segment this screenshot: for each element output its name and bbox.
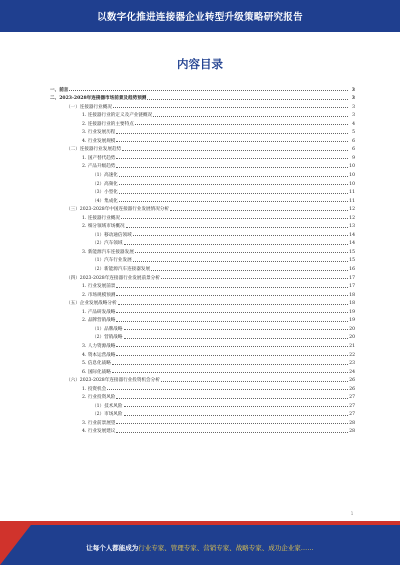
toc-entry[interactable]: [50, 375, 355, 384]
toc-leader-dots: [124, 338, 349, 339]
toc-entry-page: 21: [349, 343, 355, 349]
toc-leader-dots: [121, 218, 348, 219]
toc-leader-dots: [116, 423, 348, 424]
toc-entry-page: 20: [349, 326, 355, 332]
toc-entry[interactable]: [50, 281, 355, 290]
toc-entry-page: 23: [349, 361, 355, 367]
toc-entry-label: 2. 连接器行业的主要特点: [82, 121, 134, 127]
toc-entry-page: 10: [349, 164, 355, 170]
toc-entry-label: 3. 新能源汽车连接器发展: [82, 249, 134, 255]
toc-entry-label: （1）汽车行业发展: [92, 258, 132, 264]
toc-entry-page: 6: [352, 138, 355, 144]
toc-entry-label: 1. 连接器行业概况: [82, 215, 121, 221]
toc-entry-page: 24: [349, 369, 355, 375]
toc-entry-label: （2）新能源汽车连接器发展: [92, 267, 151, 273]
footer-slogan-roles: 行业专家、管理专家、营销专家、战略专家、成功企业家……: [138, 544, 314, 552]
toc-entry-page: 17: [349, 284, 355, 290]
toc-leader-dots: [116, 398, 348, 399]
toc-entry-label: 4. 资本运营战略: [82, 352, 116, 358]
report-header: [0, 0, 400, 32]
toc-leader-dots: [133, 235, 348, 236]
toc-entry[interactable]: [50, 349, 355, 358]
toc-entry[interactable]: [50, 238, 355, 247]
toc-entry-label: （1）高速化: [92, 173, 118, 179]
toc-entry[interactable]: [50, 93, 355, 102]
toc-entry[interactable]: [50, 358, 355, 367]
toc-leader-dots: [124, 415, 349, 416]
toc-entry[interactable]: [50, 135, 355, 144]
toc-leader-dots: [116, 346, 348, 347]
toc-entry-page: 27: [349, 412, 355, 418]
toc-entry-label: 一、前言: [50, 87, 69, 93]
toc-leader-dots: [69, 90, 348, 91]
toc-entry[interactable]: [50, 110, 355, 119]
toc-entry-label: （4）集成化: [92, 198, 118, 204]
toc-entry[interactable]: [50, 178, 355, 187]
toc-entry-label: （五）企业发展战略分析: [66, 301, 117, 307]
table-of-contents: [50, 84, 355, 434]
toc-leader-dots: [161, 278, 348, 279]
toc-entry-label: （四）2023-2028年连接器行业发展前景分析: [66, 275, 160, 281]
toc-entry[interactable]: [50, 229, 355, 238]
toc-entry[interactable]: [50, 204, 355, 213]
toc-entry-label: 4. 行业发展规模: [82, 138, 116, 144]
toc-entry-page: 11: [349, 198, 355, 204]
toc-entry-label: 6. 国际化战略: [82, 369, 111, 375]
toc-entry[interactable]: [50, 195, 355, 204]
toc-leader-dots: [147, 99, 348, 100]
toc-entry[interactable]: [50, 298, 355, 307]
toc-entry[interactable]: [50, 315, 355, 324]
toc-entry-page: 26: [349, 378, 355, 384]
toc-entry-page: 14: [349, 241, 355, 247]
toc-entry-label: 2. 细分领域市场概况: [82, 224, 125, 230]
toc-entry-page: 3: [352, 104, 355, 110]
toc-entry-label: （1）品牌战略: [92, 326, 123, 332]
toc-entry-page: 22: [349, 352, 355, 358]
toc-entry-page: 10: [349, 181, 355, 187]
toc-entry-label: 5. 信息化战略: [82, 361, 111, 367]
toc-entry-label: （1）技术风险: [92, 403, 123, 409]
toc-leader-dots: [116, 287, 348, 288]
toc-entry[interactable]: [50, 409, 355, 418]
toc-entry-label: （3）小型化: [92, 190, 118, 196]
toc-leader-dots: [118, 304, 348, 305]
toc-entry[interactable]: [50, 144, 355, 153]
toc-entry[interactable]: [50, 84, 355, 93]
toc-leader-dots: [116, 312, 348, 313]
toc-entry-label: 1. 产品研发战略: [82, 309, 116, 315]
toc-entry-page: 16: [349, 267, 355, 273]
toc-entry[interactable]: [50, 246, 355, 255]
toc-leader-dots: [116, 321, 348, 322]
toc-leader-dots: [119, 176, 348, 177]
toc-entry[interactable]: [50, 263, 355, 272]
toc-entry-label: 2. 产品升级趋势: [82, 164, 116, 170]
footer-accent-stripe: [0, 521, 400, 525]
toc-entry[interactable]: [50, 289, 355, 298]
toc-leader-dots: [124, 329, 349, 330]
toc-leader-dots: [124, 244, 349, 245]
toc-leader-dots: [116, 432, 348, 433]
toc-entry-page: 18: [349, 301, 355, 307]
footer-banner: [0, 521, 400, 565]
toc-entry-page: 3: [351, 87, 355, 93]
toc-entry-page: 12: [349, 207, 355, 213]
toc-entry-page: 15: [349, 249, 355, 255]
toc-entry[interactable]: [50, 127, 355, 136]
footer-slogan-lead: 让每个人都能成为: [86, 544, 139, 552]
toc-entry-label: （1）移动通信领域: [92, 232, 132, 238]
toc-entry-page: 27: [349, 403, 355, 409]
toc-entry-label: 1. 投资机会: [82, 386, 107, 392]
toc-entry[interactable]: [50, 272, 355, 281]
page-number: 1: [350, 511, 354, 516]
toc-entry[interactable]: [50, 306, 355, 315]
toc-leader-dots: [107, 389, 348, 390]
toc-entry[interactable]: [50, 118, 355, 127]
toc-heading: 内容目录: [177, 57, 223, 71]
toc-entry-label: （2）汽车领域: [92, 241, 123, 247]
toc-leader-dots: [135, 252, 348, 253]
toc-entry-page: 19: [349, 309, 355, 315]
toc-entry-page: 14: [349, 232, 355, 238]
toc-entry-page: 19: [349, 318, 355, 324]
toc-entry-page: 28: [349, 429, 355, 435]
toc-entry-label: 2. 行业投资风险: [82, 395, 116, 401]
toc-leader-dots: [112, 372, 348, 373]
toc-entry[interactable]: [50, 366, 355, 375]
toc-entry[interactable]: [50, 255, 355, 264]
toc-entry[interactable]: [50, 400, 355, 409]
toc-leader-dots: [119, 193, 348, 194]
toc-entry[interactable]: [50, 392, 355, 401]
toc-entry-page: 5: [352, 130, 355, 136]
toc-leader-dots: [153, 116, 348, 117]
toc-leader-dots: [151, 270, 348, 271]
toc-leader-dots: [119, 184, 348, 185]
toc-entry[interactable]: [50, 426, 355, 435]
toc-entry-page: 28: [349, 420, 355, 426]
report-title: 以数字化推进连接器企业转型升级策略研究报告: [97, 12, 303, 23]
toc-entry-label: （二）连接器行业发展趋势: [66, 147, 122, 153]
toc-entry[interactable]: [50, 417, 355, 426]
toc-entry-label: （三）2023-2028年中国连接器行业发展情况分析: [66, 207, 170, 213]
toc-entry-label: 二、2023-2028年连接器市场前景及趋势预测: [50, 96, 147, 102]
toc-entry-label: 2. 品牌营销战略: [82, 318, 116, 324]
toc-entry[interactable]: [50, 152, 355, 161]
toc-leader-dots: [161, 381, 348, 382]
toc-entry-label: 3. 人力资源战略: [82, 343, 116, 349]
toc-leader-dots: [116, 141, 348, 142]
toc-leader-dots: [116, 167, 348, 168]
toc-entry-label: 1. 国产替代趋势: [82, 155, 116, 161]
toc-entry-page: 11: [349, 190, 355, 196]
toc-entry[interactable]: [50, 187, 355, 196]
toc-entry-label: （六）2023-2028年连接器行业投资机会分析: [66, 378, 160, 384]
toc-leader-dots: [116, 158, 348, 159]
toc-entry[interactable]: [50, 332, 355, 341]
toc-entry-label: （2）高频化: [92, 181, 118, 187]
toc-leader-dots: [126, 227, 348, 228]
toc-leader-dots: [113, 107, 348, 108]
toc-entry-label: 3. 行业前景展望: [82, 420, 116, 426]
toc-entry[interactable]: [50, 169, 355, 178]
toc-leader-dots: [124, 406, 349, 407]
toc-leader-dots: [119, 201, 348, 202]
toc-entry[interactable]: [50, 161, 355, 170]
toc-leader-dots: [116, 355, 348, 356]
toc-entry[interactable]: [50, 383, 355, 392]
toc-leader-dots: [133, 261, 348, 262]
toc-entry-label: 1. 连接器行业的定义及产业链概况: [82, 113, 153, 119]
toc-leader-dots: [122, 150, 348, 151]
toc-entry[interactable]: [50, 212, 355, 221]
toc-entry-page: 3: [351, 96, 355, 102]
footer-slogan: [0, 543, 400, 552]
toc-entry-label: 3. 行业发展历程: [82, 130, 116, 136]
toc-entry-label: 4. 行业发展建议: [82, 429, 116, 435]
toc-entry[interactable]: [50, 340, 355, 349]
toc-entry-page: 27: [349, 395, 355, 401]
toc-leader-dots: [112, 364, 348, 365]
toc-entry-label: 2. 市场规模预测: [82, 292, 116, 298]
toc-entry-page: 3: [352, 113, 355, 119]
toc-entry-page: 13: [349, 224, 355, 230]
toc-entry-page: 20: [349, 335, 355, 341]
toc-entry-page: 9: [352, 155, 355, 161]
toc-leader-dots: [116, 133, 348, 134]
toc-entry-page: 17: [349, 275, 355, 281]
toc-entry-label: （2）市场风险: [92, 412, 123, 418]
toc-entry-label: （一）连接器行业概况: [66, 104, 112, 110]
toc-entry-label: 1. 行业发展前景: [82, 284, 116, 290]
toc-entry-page: 12: [349, 215, 355, 221]
toc-entry[interactable]: [50, 323, 355, 332]
toc-entry-page: 18: [349, 292, 355, 298]
toc-leader-dots: [170, 210, 348, 211]
toc-leader-dots: [116, 295, 348, 296]
toc-leader-dots: [135, 124, 348, 125]
toc-entry-page: 26: [349, 386, 355, 392]
toc-entry[interactable]: [50, 101, 355, 110]
toc-entry-page: 15: [349, 258, 355, 264]
toc-entry-label: （2）营销战略: [92, 335, 123, 341]
toc-entry[interactable]: [50, 221, 355, 230]
toc-entry-page: 10: [349, 173, 355, 179]
toc-entry-page: 4: [352, 121, 355, 127]
toc-entry-page: 6: [352, 147, 355, 153]
